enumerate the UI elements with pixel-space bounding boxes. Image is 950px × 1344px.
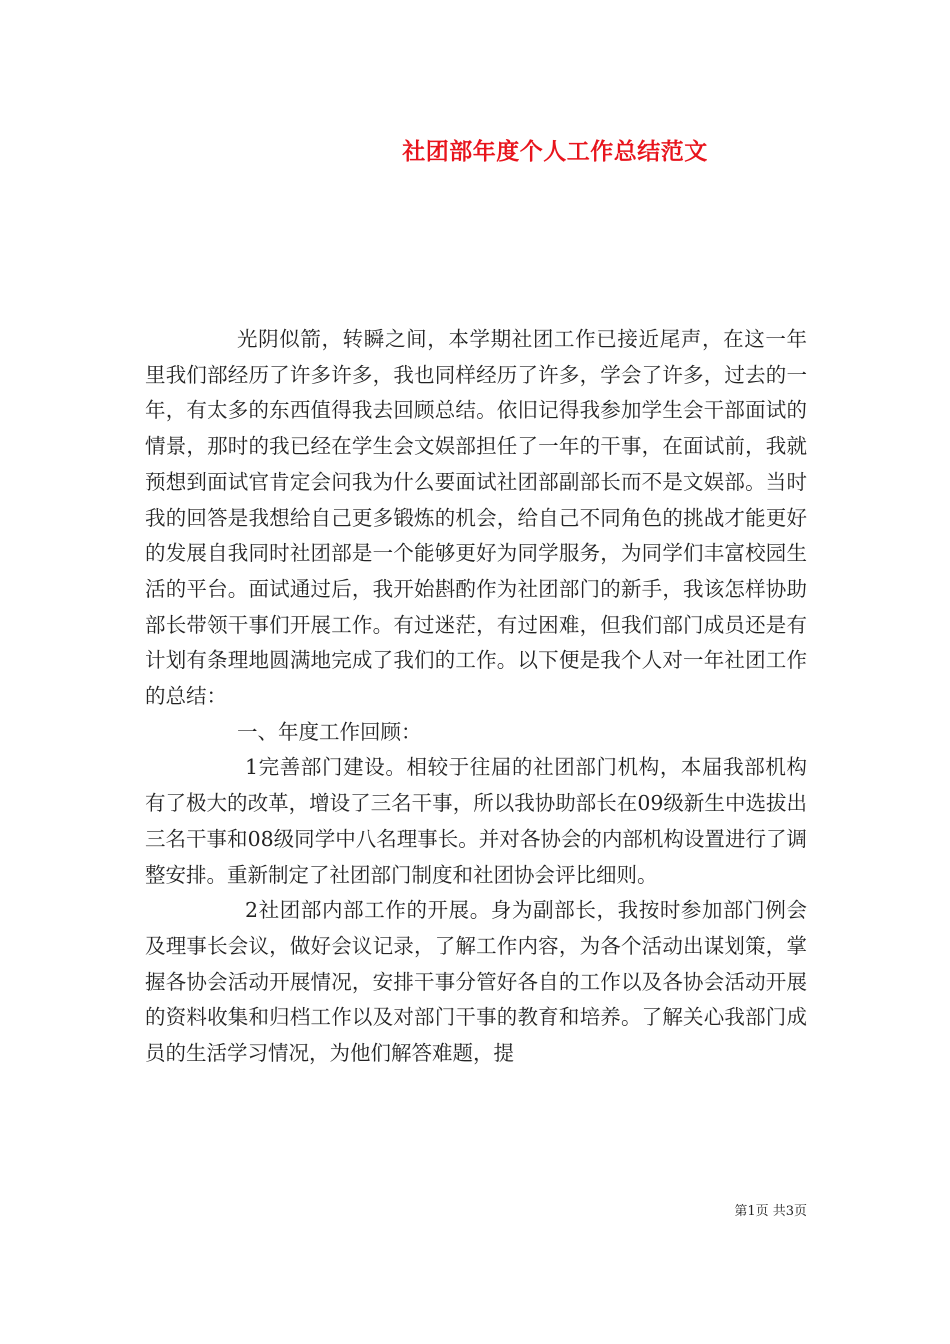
page-number: 第1页 共3页: [734, 1204, 807, 1219]
document-body: [145, 322, 807, 1072]
paragraph-intro: 光阴似箭，转瞬之间，本学期社团工作已接近尾声，在这一年里我们部经历了许多许多，我也同样经历了许多，学会了许多，过去的一年，有太多的东西值得我去回顾总结。依旧记得我参加学生会干部面试的情景，那时的我已经在学生会文娱部担任了一年的干事，在面试前，我就预想到面试官肯定会问我为什么要面试社团部副部长而不是文娱部。当时我的回答是我想给自己更多锻炼的机会，给自己不同角色的挑战才能更好的发展自我同时社团部是一个能够更好为同学服务，为同学们丰富校园生活的平台。面试通过后，我开始斟酌作为社团部门的新手，我该怎样协助部长带领干事们开展工作。有过迷茫，有过困难，但我们部门成员还是有计划有条理地圆满地完成了我们的工作。以下便是我个人对一年社团工作的总结：: [145, 327, 807, 709]
paragraph-item-1: 1完善部门建设。相较于往届的社团部门机构，本届我部机构有了极大的改革，增设了三名干事，所以我协助部长在09级新生中选拔出三名干事和08级同学中八名理事长。并对各协会的内部机构设置进行了调整安排。重新制定了社团部门制度和社团协会评比细则。: [145, 755, 807, 887]
paragraph-item-2: 2社团部内部工作的开展。身为副部长，我按时参加部门例会及理事长会议，做好会议记录，了解工作内容，为各个活动出谋划策，掌握各协会活动开展情况，安排干事分管好各自的工作以及各协会活动开展的资料收集和归档工作以及对部门干事的教育和培养。了解关心我部门成员的生活学习情况，为他们解答难题，提: [145, 898, 807, 1066]
document-title: 社团部年度个人工作总结范文: [402, 138, 708, 165]
section-heading: 一、年度工作回顾：: [237, 719, 422, 744]
